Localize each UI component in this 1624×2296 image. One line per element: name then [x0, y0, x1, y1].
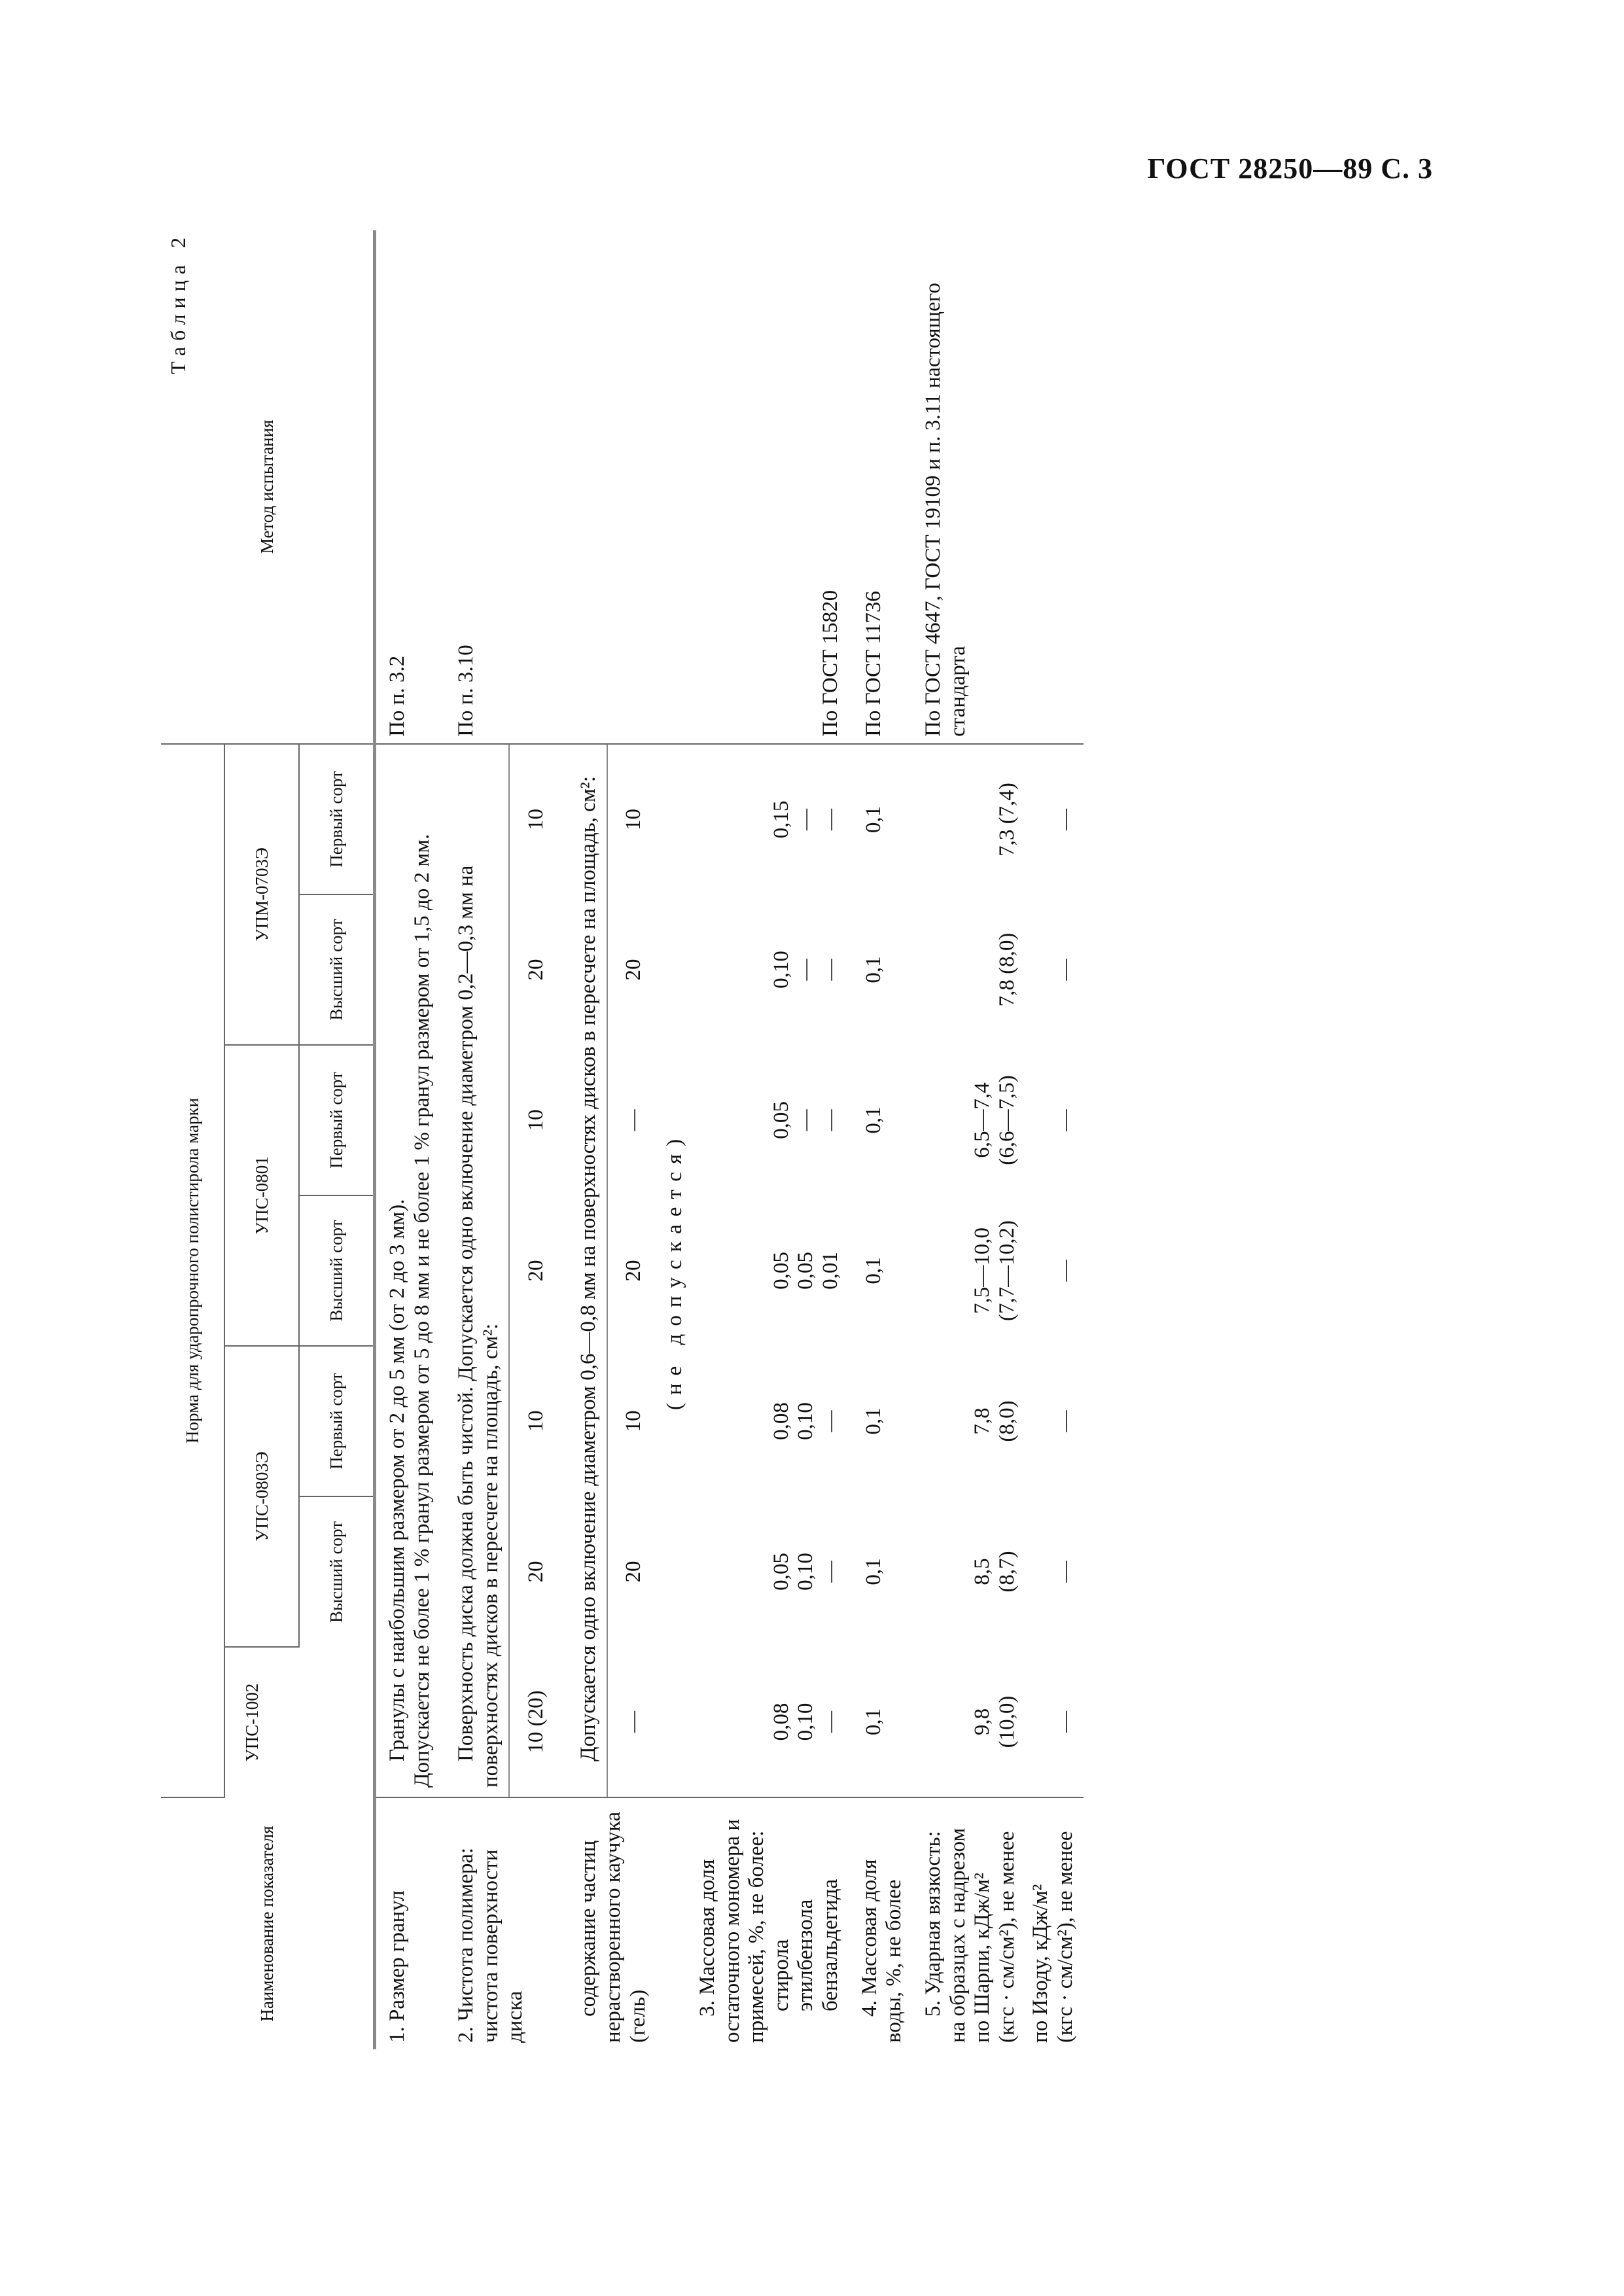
rotated-page-content — [160, 230, 1498, 2049]
page-header: ГОСТ 28250—89 С. 3 — [1147, 152, 1433, 185]
row3-sub2: этилбензола — [794, 1899, 818, 2011]
row3-v1 — [690, 1647, 849, 1797]
row5-v6: 7,8 (8,0) — [995, 932, 1019, 1007]
header-brand-upm0703e: УПМ-0703Э — [224, 744, 299, 1045]
row5-v4 — [912, 1195, 1025, 1346]
header-grade-high: Высший сорт — [299, 1496, 375, 1647]
row5-v3-b: (8,0) — [995, 1400, 1019, 1442]
row3-v3-a: 0,08 — [769, 1402, 793, 1440]
row2-name: 2. Чистота полимера: чистота поверхности диска — [440, 1797, 562, 2049]
row3-v1-b: 0,10 — [794, 1703, 818, 1741]
row3-v6-b: — — [794, 959, 818, 981]
row2b-v3: 10 — [607, 1346, 660, 1496]
row3-title: 3. Массовая доля остаточного мономера и примесей, %, не более: — [696, 1819, 769, 2043]
header-grade-high: Высший сорт — [299, 894, 375, 1045]
row3-v3-c: — — [819, 1410, 843, 1432]
row3-v1-a: 0,08 — [769, 1703, 793, 1741]
row4-name: 4. Массовая доля воды, %, не более — [849, 1797, 912, 2049]
row4-method: По ГОСТ 11736 — [849, 230, 912, 744]
row5-v4-b: (7,7—10,2) — [995, 1220, 1019, 1321]
row2-v4: 20 — [509, 1195, 562, 1346]
row3-v5 — [690, 1045, 849, 1195]
row2-text: Поверхность диска должна быть чистой. Допускается одно включение диаметром 0,2—0,3 мм на поверхностях дисков в пересчете на площадь, см²: — [454, 865, 503, 1788]
table-row — [1025, 230, 1083, 2049]
row3-v2 — [690, 1496, 849, 1647]
row3-v5-b: — — [794, 1109, 818, 1131]
row5-line3: по Шарпи, кДж/м² — [970, 1873, 995, 2043]
table-row — [690, 230, 849, 2049]
row5-method: По ГОСТ 4647, ГОСТ 19109 и п. 3.11 настоящего стандарта — [912, 230, 1025, 744]
row3-v7-c: — — [819, 808, 843, 830]
header-grade-first: Первый сорт — [299, 1346, 375, 1496]
row2-v6: 20 — [509, 894, 562, 1045]
row4-v4: 0,1 — [861, 1257, 885, 1284]
row5-v1-b: (10,0) — [995, 1695, 1019, 1748]
properties-table — [161, 230, 1084, 2049]
row4-v2: 0,1 — [861, 1558, 885, 1585]
row6-v3: — — [1053, 1410, 1077, 1432]
header-method: Метод испытания — [161, 230, 375, 744]
row3-v3 — [690, 1346, 849, 1496]
row2b-not-allowed: (не допускается) — [663, 1131, 687, 1411]
row5-v2-a: 8,5 — [970, 1558, 995, 1585]
row6-v5: — — [1053, 1109, 1077, 1131]
row2b-v2: 20 — [607, 1496, 660, 1647]
row3-v7-a: 0,15 — [769, 800, 793, 839]
table-row — [375, 230, 440, 2049]
row2b-v1: — — [607, 1647, 660, 1797]
row6-v2: — — [1053, 1561, 1077, 1583]
table-row — [912, 230, 1025, 2049]
header-norm: Норма для ударопрочного полистирола марки — [161, 744, 224, 1797]
header-brand-ups0803e: УПС-0803Э — [224, 1346, 299, 1647]
row3-v3-b: 0,10 — [794, 1402, 818, 1440]
row2-v5: 10 — [509, 1045, 562, 1195]
row4-v7: 0,1 — [861, 805, 885, 834]
row6-line1: по Изоду, кДж/м² — [1029, 1884, 1053, 2043]
row3-v5-c: — — [819, 1109, 843, 1131]
row5-line1: 5. Ударная вязкость: — [921, 1831, 945, 2017]
row2-v1: 10 (20) — [509, 1647, 562, 1797]
row3-name — [690, 1797, 849, 2049]
row2b-text: Допускается одно включение диаметром 0,6—0,8 мм на поверхностях дисков в пересчете на площадь, см²: — [576, 776, 601, 1761]
row2b-v5: — — [607, 1045, 660, 1195]
row3-v5-a: 0,05 — [769, 1101, 793, 1139]
row3-v7-b: — — [794, 808, 818, 830]
row3-v2-b: 0,10 — [794, 1553, 818, 1591]
row2b-v6: 20 — [607, 894, 660, 1045]
row4-v6: 0,1 — [861, 956, 885, 983]
row6-line2: (кгс · см/см²), не менее — [1053, 1831, 1077, 2043]
row3-sub3: бензальдегида — [819, 1879, 843, 2011]
row5-v2 — [912, 1496, 1025, 1647]
row6-v4: — — [1053, 1260, 1077, 1282]
row2-v7: 10 — [509, 744, 562, 894]
row4-v3: 0,1 — [861, 1407, 885, 1435]
row3-sub1: стирола — [769, 1939, 793, 2011]
row5-v5-a: 6,5—7,4 — [970, 1082, 995, 1158]
row5-line2: на образцах с надрезом — [945, 1828, 970, 2043]
row1-line1: Гранулы с наибольшим размером от 2 до 5 мм (от 2 до 3 мм). — [385, 1199, 409, 1761]
row5-v4-a: 7,5—10,0 — [970, 1227, 995, 1314]
row3-v1-c: — — [819, 1711, 843, 1733]
table-caption: Таблица 2 — [166, 232, 190, 374]
row2b-v7: 10 — [607, 744, 660, 894]
row6-name — [1025, 1797, 1083, 2049]
row3-v4-a: 0,05 — [769, 1252, 793, 1290]
header-brand-ups0801: УПС-0801 — [224, 1045, 299, 1346]
row5-v5 — [912, 1045, 1025, 1195]
row3-v4-c: 0,01 — [819, 1252, 843, 1290]
row3-method: По ГОСТ 15820 — [690, 230, 849, 744]
row2-method: По п. 3.10 — [440, 230, 562, 744]
row5-name — [912, 1797, 1025, 2049]
table-row — [849, 230, 912, 2049]
header-brand-ups1002: УПС-1002 — [224, 1647, 375, 1797]
row3-v7 — [690, 744, 849, 894]
row1-name: 1. Размер гранул — [375, 1797, 440, 2049]
row5-v3 — [912, 1346, 1025, 1496]
header-grade-first: Первый сорт — [299, 744, 375, 894]
row5-v1-a: 9,8 — [970, 1708, 995, 1736]
row4-v5: 0,1 — [861, 1106, 885, 1134]
row1-line2: Допускается не более 1 % гранул размером от 5 до 8 мм и не более 1 % гранул размером от 1,5 до 2 мм. — [410, 834, 434, 1788]
row3-v4 — [690, 1195, 849, 1346]
header-grade-high: Высший сорт — [299, 1195, 375, 1346]
table-row — [562, 230, 607, 2049]
row2b-v4: 20 — [607, 1195, 660, 1346]
row6-method — [1025, 230, 1083, 744]
row6-v7: — — [1053, 808, 1077, 830]
row4-v1: 0,1 — [861, 1708, 885, 1736]
row2-v2: 20 — [509, 1496, 562, 1647]
row3-v6-c: — — [819, 959, 843, 981]
table-row — [440, 230, 509, 2049]
row3-v2-c: — — [819, 1561, 843, 1583]
row3-v6 — [690, 894, 849, 1045]
row5-v7: 7,3 (7,4) — [995, 783, 1019, 857]
row1-norm — [375, 744, 440, 1797]
row3-v2-a: 0,05 — [769, 1553, 793, 1591]
row5-v2-b: (8,7) — [995, 1551, 1019, 1593]
row6-v1: — — [1053, 1711, 1077, 1733]
row2b-name: содержание частиц нерастворенного каучука (гель) — [562, 1797, 690, 2049]
header-grade-first: Первый сорт — [299, 1045, 375, 1195]
row1-method: По п. 3.2 — [375, 230, 440, 744]
row3-v4-b: 0,05 — [794, 1252, 818, 1290]
header-name: Наименование показателя — [161, 1797, 375, 2049]
row5-v5-b: (6,6—7,5) — [995, 1075, 1019, 1165]
row5-v3-a: 7,8 — [970, 1407, 995, 1435]
row3-v6-a: 0,10 — [769, 951, 793, 989]
row2b-method — [562, 230, 690, 744]
row5-line4: (кгс · см/см²), не менее — [995, 1831, 1019, 2043]
row2-v3: 10 — [509, 1346, 562, 1496]
rotated-table-area — [160, 230, 1498, 2049]
row6-v6: — — [1053, 959, 1077, 981]
row5-v1 — [912, 1647, 1025, 1797]
